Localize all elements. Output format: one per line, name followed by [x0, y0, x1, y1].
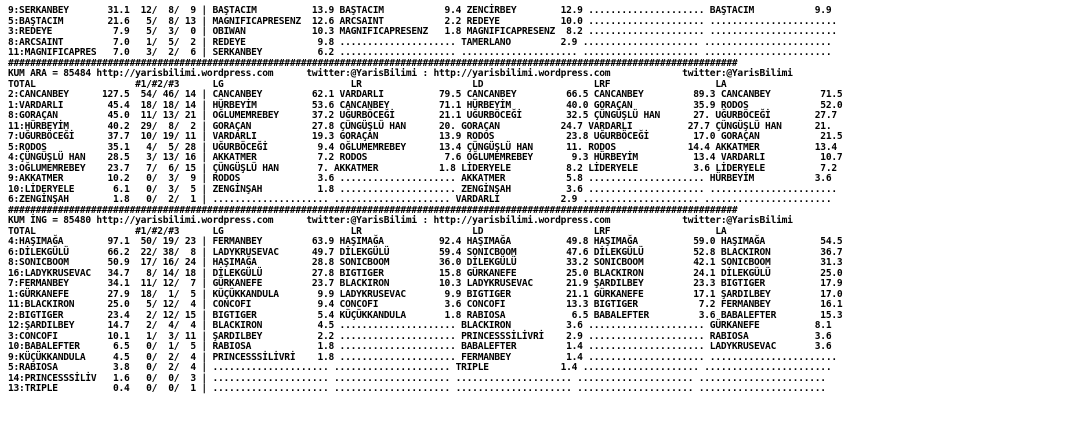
report-line: 3:REDEYE 7.9 5/ 3/ 0 | OBIWAN 10.3 MAGNIFICAPRESENZ 1.8 MAGNIFICAPRESENZ 8.2 ..................... .......................	[8, 26, 837, 37]
report-line: 6:ZENGİNŞAH 1.8 0/ 2/ 1 | ..................... ..................... VARDARLI 2.9 ..................... .......................	[8, 194, 832, 205]
report-line: 9:AKKATMER 10.2 0/ 3/ 9 | RODOS 3.6 ..................... AKKATMER 5.8 ..................... HÜRBEYİM 3.6	[8, 173, 832, 184]
report-line: 8:SONICBOOM 50.9 17/ 16/ 24 | HAŞIMAĞA 28.8 SONICBOOM 36.0 DİLEKGÜLÜ 33.2 SONICBOOM 42.1 SONICBOOM 31.3	[8, 257, 843, 268]
report-line: ####################################################################################################################################	[8, 204, 738, 216]
report-line: 8:ARCSAINT 7.0 1/ 5/ 2 | REDEYE 9.8 ..................... TAMERLANO 2.9 ..................... .......................	[8, 36, 832, 48]
report-line: 4:ÇÜNGÜŞLÜ HAN 28.5 3/ 13/ 16 | AKKATMER 7.2 RODOS 7.6 OĞLUMEMREBEY 9.3 HÜRBEYİM 13.4 VARDARLI 10.7	[8, 152, 843, 163]
report-line: 9:KÜÇÜKKANDULA 4.5 0/ 2/ 4 | PRINCESSSİLİVRİ 1.8 ..................... FERMANBEY 1.4 ..................... .......................	[8, 351, 837, 363]
report-line: 10:LİDERYELE 6.1 0/ 3/ 5 | ZENGİNŞAH 1.8 ..................... ZENGİNŞAH 3.6 ..................... .......................	[8, 183, 837, 195]
report-line: 3:CONCOFI 10.1 1/ 3/ 11 | ŞARDILBEY 2.2 ..................... PRINCESSSİLİVRİ 2.9 ..................... RABIOSA 3.6	[8, 330, 832, 342]
report-line: 8:GORAÇAN 45.0 11/ 13/ 21 | OĞLUMEMREBEY 37.2 UĞURBÖCEĞİ 21.1 UĞURBÖCEĞİ 32.5 ÇÜNGÜŞLÜ HAN 27. UĞURBÖCEĞİ 27.7	[8, 110, 837, 121]
report-line: 10:BABALEFTER 6.5 0/ 1/ 5 | RABIOSA 1.8 ..................... BABALEFTER 1.4 ..................... LADYKRUSEVAC 3.6	[8, 341, 832, 352]
report-line: 12:ŞARDILBEY 14.7 2/ 4/ 4 | BLACKIRON 4.5 ..................... BLACKIRON 3.6 ..................... GÜRKANEFE 8.1	[8, 320, 832, 331]
report-line: 1:VARDARLI 45.4 18/ 18/ 14 | HÜRBEYİM 53.6 CANCANBEY 71.1 HÜRBEYİM 40.0 GORAÇAN 35.9 RODOS 52.0	[8, 99, 843, 111]
report-line: TOTAL #1/#2/#3 LG LR LD LRF LA	[8, 78, 727, 90]
report-line: 2:CANCANBEY 127.5 54/ 46/ 14 | CANCANBEY 62.1 VARDARLI 79.5 CANCANBEY 66.5 CANCANBEY 89.3 CANCANBEY 71.5	[8, 89, 843, 100]
report-line: KUM ARA = 85484 http://yarisbilimi.wordpress.com twitter:@YarisBilimi : http://yarisbilimi.wordpress.com twitter:@YarisBilimi	[8, 68, 793, 79]
report-line: 3:OĞLUMEMREBEY 23.7 7/ 6/ 15 | ÇÜNGÜŞLÜ HAN 7. AKKATMER 1.8 LİDERYELE 8.2 LİDERYELE 3.6 LİDERYELE 7.2	[8, 162, 837, 174]
report-line: 14:PRINCESSSİLİV 1.6 0/ 0/ 3 | ..................... ..................... ..................... ..................... .......................	[8, 372, 826, 384]
report-line: 4:HAŞIMAĞA 97.1 50/ 19/ 23 | FERMANBEY 63.9 HAŞIMAĞA 92.4 HAŞIMAĞA 49.8 HAŞIMAĞA 59.0 HAŞIMAĞA 54.5	[8, 236, 843, 247]
report-line: 1:GÜRKANEFE 27.9 18/ 1/ 5 | KÜÇÜKKANDULA 9.9 LADYKRUSEVAC 9.9 BIGTIGER 21.1 GÜRKANEFE 17.1 ŞARDILBEY 17.0	[8, 288, 843, 300]
report-line: 13:TRIPLE 0.4 0/ 0/ 1 | ..................... ..................... ..................... ..................... .......................	[8, 383, 826, 394]
report-line: 7:FERMANBEY 34.1 11/ 12/ 7 | GÜRKANEFE 23.7 BLACKIRON 10.3 LADYKRUSEVAC 21.9 ŞARDILBEY 23.3 BIGTIGER 17.9	[8, 278, 843, 289]
report-line: 11:BLACKIRON 25.0 5/ 12/ 4 | CONCOFI 9.4 CONCOFI 3.6 CONCOFI 13.3 BIGTIGER 7.2 FERMANBEY 16.1	[8, 299, 843, 310]
report-line: 9:SERKANBEY 31.1 12/ 8/ 9 | BAŞTACIM 13.9 BAŞTACIM 9.4 ZENCİRBEY 12.9 ..................... BAŞTACIM 9.9	[8, 5, 832, 16]
report-line: KUM İNG = 85480 http://yarisbilimi.wordpress.com twitter:@YarisBilimi : http://yarisbilimi.wordpress.com twitter:@YarisBilimi	[8, 215, 793, 226]
report-line: 16:LADYKRUSEVAC 34.7 8/ 14/ 18 | DİLEKGÜLÜ 27.8 BIGTIGER 15.8 GÜRKANEFE 25.0 BLACKIRON 24.1 DİLEKGÜLÜ 25.0	[8, 267, 843, 279]
report-line: 7:UĞURBÖCEĞİ 37.7 10/ 19/ 11 | VARDARLI 19.3 GORAÇAN 13.9 RODOS 23.8 UĞURBÖCEĞİ 17.0 GORAÇAN 21.5	[8, 131, 843, 142]
report-line: 11:MAGNIFICAPRES 7.0 3/ 2/ 6 | SERKANBEY 6.2 ..................... ..................... ..................... .......................	[8, 47, 832, 58]
report-line: 5:BAŞTACIM 21.6 5/ 8/ 13 | MAGNIFICAPRESENZ 12.6 ARCSAINT 2.2 REDEYE 10.0 ..................... .......................	[8, 15, 837, 27]
report-line: 6:DİLEKGÜLÜ 66.2 22/ 38/ 8 | LADYKRUSEVAC 49.7 DİLEKGÜLÜ 59.4 SONICBOOM 47.6 DİLEKGÜLÜ 52.8 BLACKIRON 36.7	[8, 246, 843, 258]
report-line: TOTAL #1/#2/#3 LG LR LD LRF LA	[8, 225, 727, 237]
report-line: 2:BIGTIGER 23.4 2/ 12/ 15 | BIGTIGER 5.4 KÜÇÜKKANDULA 1.8 RABIOSA 6.5 BABALEFTER 3.6 BABALEFTER 15.3	[8, 309, 843, 321]
report-line: 11:HÜRBEYİM 40.2 29/ 8/ 2 | GORAÇAN 27.8 ÇÜNGÜŞLÜ HAN 20. GORAÇAN 24.7 VARDARLI 27.7 ÇÜNGÜŞLÜ HAN 21.	[8, 120, 832, 132]
race-statistics-report	[8, 6, 842, 395]
report-line: 5:RABIOSA 3.8 0/ 2/ 4 | ..................... ..................... TRIPLE 1.4 ..................... .......................	[8, 362, 832, 373]
report-line: ####################################################################################################################################	[8, 57, 738, 69]
report-line: 5:RODOS 35.1 4/ 5/ 28 | UĞURBÖCEĞİ 9.4 OĞLUMEMREBEY 13.4 ÇÜNGÜŞLÜ HAN 11. RODOS 14.4 AKKATMER 13.4	[8, 141, 837, 153]
